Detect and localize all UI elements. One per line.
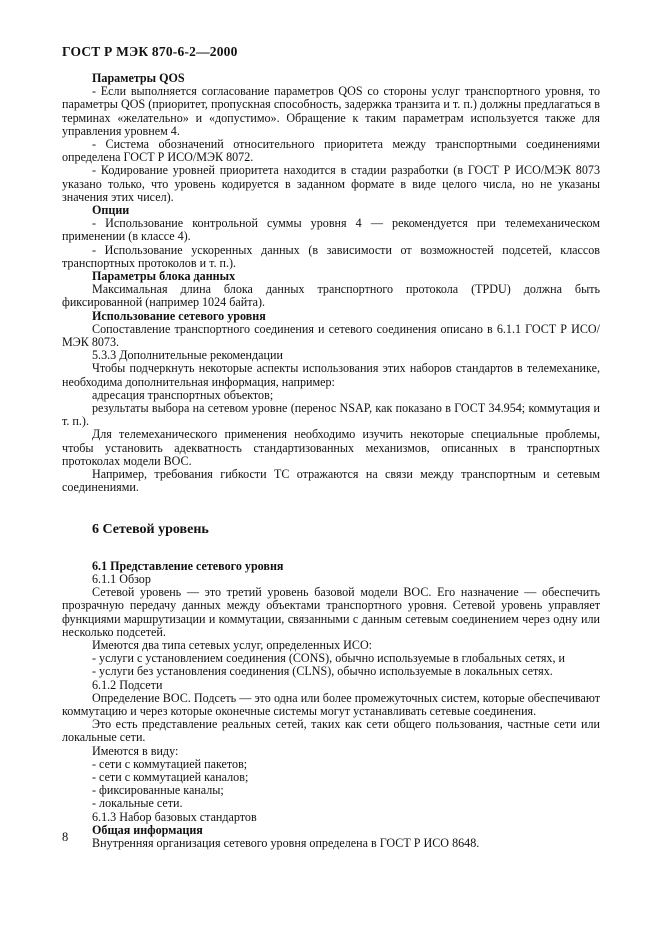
paragraph: Имеются в виду: [92, 743, 179, 758]
subheading: Использование сетевого уровня [92, 308, 266, 323]
paragraph: - сети с коммутацией пакетов; [92, 756, 248, 771]
document-header: ГОСТ Р МЭК 870-6-2—2000 [62, 44, 238, 59]
subheading: 6.1 Представление сетевого уровня [92, 558, 284, 573]
paragraph: - услуги с установлением соединения (CONS), обычно используемые в глобальных сетях, и [92, 651, 565, 666]
subheading: Параметры блока данных [92, 269, 236, 284]
paragraph: 6.1.3 Набор базовых стандартов [92, 809, 257, 824]
paragraph: Например, требования гибкости ТС отражаются на связи между транспортным и сетевым соединениями. [62, 467, 600, 495]
paragraph: - услуги без установления соединения (CLNS), обычно используемые в локальных сетях. [92, 664, 553, 679]
page-content [62, 72, 600, 850]
paragraph: - Кодирование уровней приоритета находится в стадии разработки (в ГОСТ Р ИСО/МЭК 8073 указано только, что уровень кодируется в заданном формате в виде целого числа, но не указаны значения этих чисел). [62, 163, 600, 204]
subheading: Общая информация [92, 822, 203, 837]
paragraph: Максимальная длина блока данных транспортного протокола (TPDU) должна быть фиксированной (например 1024 байта). [62, 282, 600, 310]
paragraph: Определение ВОС. Подсеть — это одна или более промежуточных систем, которые обеспечивают коммутацию и через которые оконечные системы могут устанавливать сетевые соединения. [62, 690, 600, 718]
subheading: Параметры QOS [92, 71, 185, 85]
paragraph: - Использование контрольной суммы уровня 4 — рекомендуется при телемеханическом применении (в классе 4). [62, 216, 600, 244]
paragraph: Чтобы подчеркнуть некоторые аспекты использования этих наборов стандартов в телемеханике, необходима дополнительная информация, например: [62, 361, 600, 389]
paragraph: Имеются два типа сетевых услуг, определенных ИСО: [92, 637, 373, 652]
bottom-text-blocks [62, 560, 600, 850]
top-text-blocks [62, 72, 600, 495]
paragraph: - сети с коммутацией каналов; [92, 769, 249, 784]
paragraph: 6.1.2 Подсети [92, 677, 163, 692]
paragraph: - локальные сети. [92, 796, 183, 811]
paragraph: - Система обозначений относительного приоритета между транспортными соединениями определена ГОСТ Р ИСО/МЭК 8072. [62, 137, 600, 165]
paragraph: адресация транспортных объектов; [92, 387, 274, 402]
paragraph: результаты выбора на сетевом уровне (перенос NSAP, как показано в ГОСТ 34.954; коммутация и т. п.). [62, 401, 600, 429]
paragraph: Сопоставление транспортного соединения и сетевого соединения описано в 6.1.1 ГОСТ Р ИСО/МЭК 8073. [62, 321, 600, 350]
paragraph: - Использование ускоренных данных (в зависимости от возможностей подсетей, классов транспортных протоколов и т. п.). [62, 242, 600, 270]
subheading: Опции [92, 203, 130, 218]
paragraph: - фиксированные каналы; [92, 783, 224, 798]
paragraph: - Если выполняется согласование параметров QOS со стороны услуг транспортного уровня, то параметры QOS (приоритет, пропускная способность, задержка транзита и т. п.) должны предлагаться в терминах «желательно» и «допустимо». Обращение к таким параметрам используется также для управления уровнем 4. [62, 84, 600, 138]
paragraph: Для телемеханического применения необходимо изучить некоторые специальные проблемы, чтобы установить адекватность стандартизованных механизмов, описанных в транспортных протоколах модели ВОС. [62, 427, 600, 468]
paragraph: Внутренняя организация сетевого уровня определена в ГОСТ Р ИСО 8648. [92, 835, 480, 850]
section-heading: 6 Сетевой уровень [92, 521, 209, 537]
page-number: 8 [62, 830, 69, 844]
paragraph: Это есть представление реальных сетей, таких как сети общего пользования, частные сети или локальные сети. [62, 717, 600, 745]
paragraph: Сетевой уровень — это третий уровень базовой модели ВОС. Его назначение — обеспечить прозрачную передачу данных между объектами транспортного уровня. Сетевой уровень управляет функциями маршрутизации и коммутации, связанными с данным сетевым соединением через одну или несколько подсетей. [62, 585, 600, 639]
paragraph: 5.3.3 Дополнительные рекомендации [92, 348, 283, 363]
paragraph: 6.1.1 Обзор [92, 571, 151, 586]
